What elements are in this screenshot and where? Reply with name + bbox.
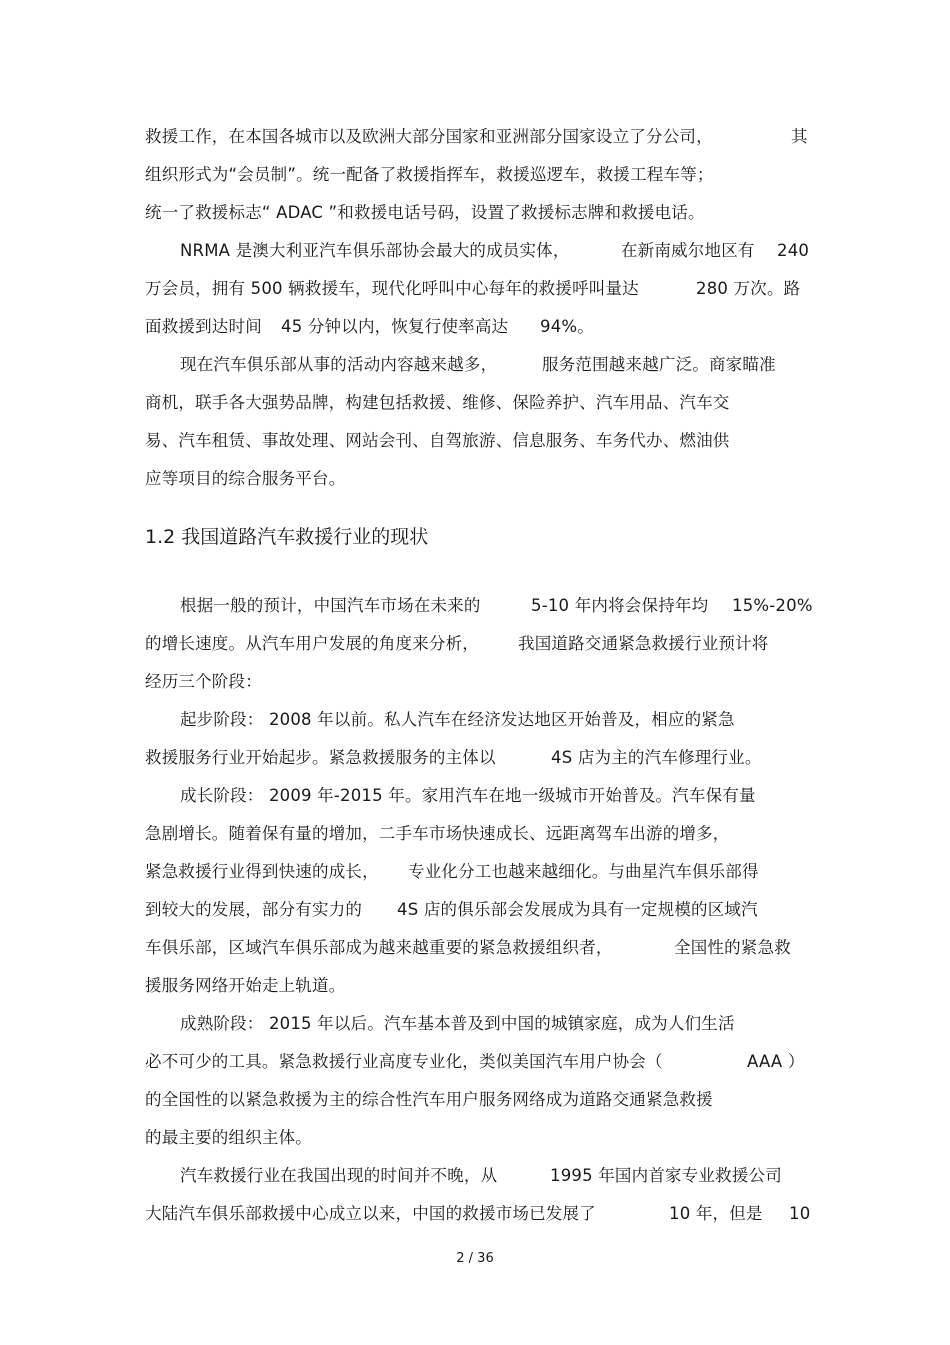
paragraph-line: 组织形式为“会员制”。统一配备了救援指挥车，救援巡逻车，救援工程车等； <box>145 165 714 184</box>
page-number: 2 / 36 <box>456 1251 494 1266</box>
paragraph-line: 易、汽车租赁、事故处理、网站会刊、自驾旅游、信息服务、车务代办、燃油供 <box>145 431 730 450</box>
paragraph-line: 成熟阶段： 2015 年以后。汽车基本普及到中国的城镇家庭，成为人们生活 <box>180 1014 735 1033</box>
paragraph-line: 统一了救援标志“ ADAC ”和救援电话号码，设置了救援标志牌和救援电话。 <box>145 203 705 222</box>
paragraph-line: 大陆汽车俱乐部救援中心成立以来，中国的救援市场已发展了 10 年，但是 10 <box>145 1204 811 1223</box>
paragraph-line: 根据一般的预计，中国汽车市场在未来的 5-10 年内将会保持年均 15%-20% <box>180 596 813 615</box>
paragraph-line: 紧急救援行业得到快速的成长， 专业化分工也越来越细化。与曲星汽车俱乐部得 <box>145 862 759 881</box>
paragraph-line: 到较大的发展，部分有实力的 4S 店的俱乐部会发展成为具有一定规模的区域汽 <box>145 900 758 919</box>
paragraph-line: NRMA 是澳大利亚汽车俱乐部协会最大的成员实体， 在新南威尔地区有 240 <box>180 241 810 260</box>
paragraph-line: 的最主要的组织主体。 <box>145 1128 312 1147</box>
paragraph-line: 救援服务行业开始起步。紧急救援服务的主体以 4S 店为主的汽车修理行业。 <box>145 748 762 767</box>
paragraph-line: 商机，联手各大强势品牌，构建包括救援、维修、保险养护、汽车用品、汽车交 <box>145 393 730 412</box>
paragraph-line: 成长阶段： 2009 年-2015 年。家用汽车在地一级城市开始普及。汽车保有量 <box>180 786 756 805</box>
paragraph-line: 应等项目的综合服务平台。 <box>145 469 346 488</box>
paragraph-line: 车俱乐部，区域汽车俱乐部成为越来越重要的紧急救援组织者， 全国性的紧急救 <box>145 938 791 957</box>
section-heading: 1.2 我国道路汽车救援行业的现状 <box>145 526 429 548</box>
paragraph-line: 经历三个阶段： <box>145 672 262 691</box>
paragraph-line: 救援工作，在本国各城市以及欧洲大部分国家和亚洲部分国家设立了分公司， 其 <box>145 127 808 146</box>
paragraph-line: 的全国性的以紧急救援为主的综合性汽车用户服务网络成为道路交通紧急救援 <box>145 1090 713 1109</box>
paragraph-line: 援服务网络开始走上轨道。 <box>145 976 346 995</box>
paragraph-line: 面救援到达时间 45 分钟以内，恢复行使率高达 94%。 <box>145 317 594 336</box>
paragraph-line: 汽车救援行业在我国出现的时间并不晚，从 1995 年国内首家专业救援公司 <box>180 1166 782 1185</box>
paragraph-line: 必不可少的工具。紧急救援行业高度专业化，类似美国汽车用户协会（ AAA ） <box>145 1052 805 1071</box>
paragraph-line: 急剧增长。随着保有量的增加，二手车市场快速成长、远距离驾车出游的增多， <box>145 824 730 843</box>
paragraph-line: 现在汽车俱乐部从事的活动内容越来越多， 服务范围越来越广泛。商家瞄准 <box>180 355 776 374</box>
paragraph-line: 起步阶段： 2008 年以前。私人汽车在经济发达地区开始普及，相应的紧急 <box>180 710 735 729</box>
paragraph-line: 的增长速度。从汽车用户发展的角度来分析， 我国道路交通紧急救援行业预计将 <box>145 634 769 653</box>
paragraph-line: 万会员，拥有 500 辆救援车，现代化呼叫中心每年的救援呼叫量达 280 万次。路 <box>145 279 801 298</box>
